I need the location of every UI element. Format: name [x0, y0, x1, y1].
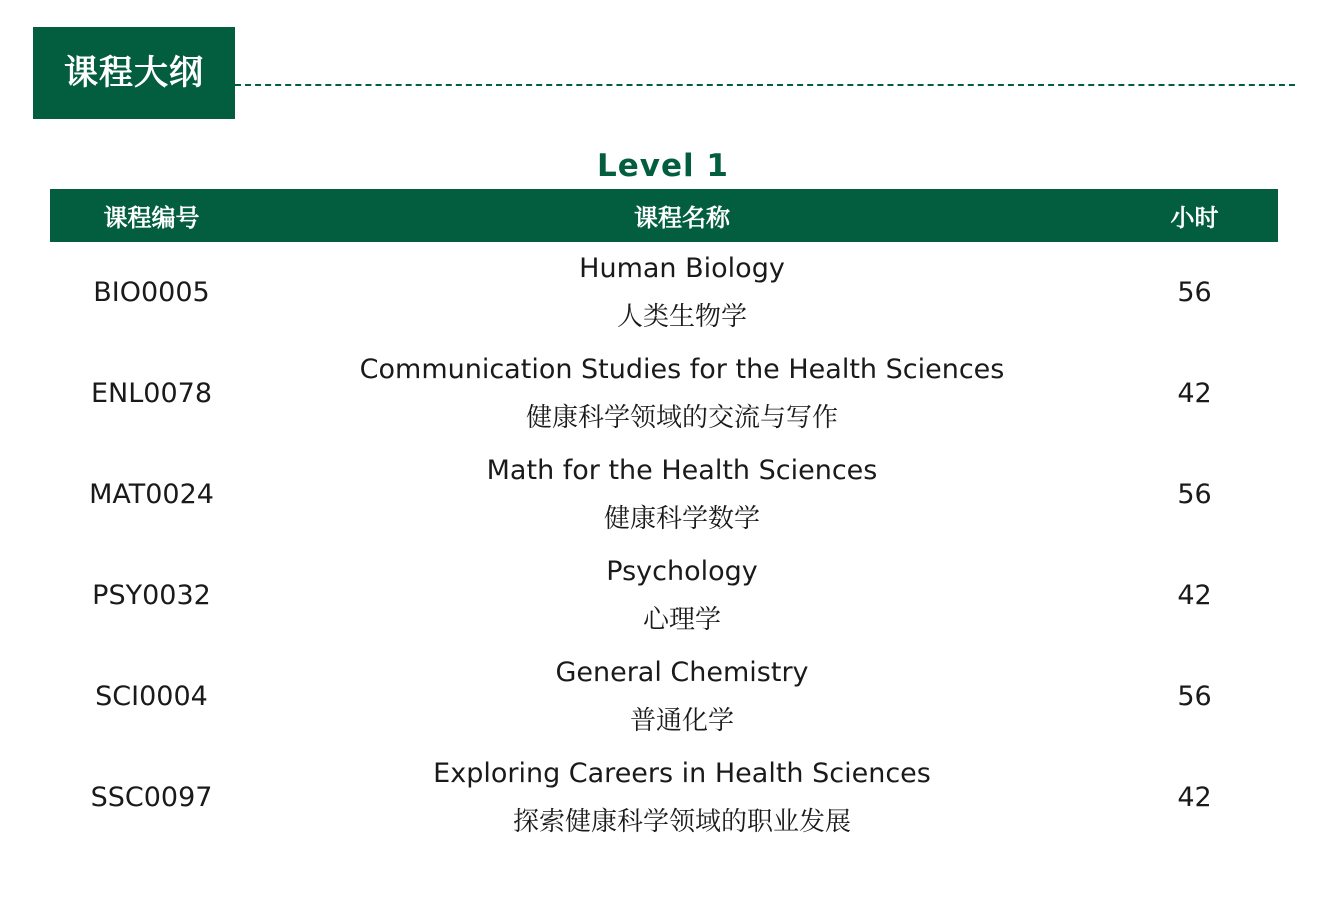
course-name-zh: 心理学 — [642, 604, 721, 635]
course-name-zh: 健康科学领域的交流与写作 — [525, 402, 838, 433]
course-hours: 42 — [1177, 378, 1212, 409]
course-name-en: Human Biology — [579, 252, 785, 284]
course-code: MAT0024 — [89, 479, 214, 510]
course-hours: 56 — [1177, 277, 1212, 308]
course-code: BIO0005 — [93, 277, 210, 308]
course-hours: 56 — [1177, 681, 1212, 712]
course-hours: 56 — [1177, 479, 1212, 510]
course-hours: 42 — [1177, 580, 1212, 611]
course-name — [253, 649, 1111, 745]
course-name-en: Psychology — [606, 555, 758, 587]
dashed-divider — [235, 84, 1295, 86]
course-name-en: Math for the Health Sciences — [486, 454, 878, 486]
table-row — [50, 646, 1278, 747]
header-hours: 小时 — [1170, 204, 1219, 232]
course-code: SSC0097 — [90, 782, 213, 813]
course-code: SCI0004 — [95, 681, 208, 712]
course-name-zh: 普通化学 — [629, 705, 734, 736]
course-hours: 42 — [1177, 782, 1212, 813]
course-name — [253, 750, 1111, 846]
header-course-code: 课程编号 — [103, 204, 200, 232]
course-name — [253, 548, 1111, 644]
course-name-zh: 探索健康科学领域的职业发展 — [512, 806, 851, 837]
table-row — [50, 747, 1278, 848]
course-name-zh: 健康科学数学 — [603, 503, 760, 534]
course-name — [253, 245, 1111, 341]
header-course-name: 课程名称 — [634, 204, 730, 232]
course-code: PSY0032 — [92, 580, 211, 611]
level-title: Level 1 — [597, 148, 729, 184]
table-header-row — [50, 189, 1278, 242]
section-header — [33, 27, 1295, 119]
table-row — [50, 545, 1278, 646]
course-code: ENL0078 — [90, 378, 212, 409]
course-name — [253, 346, 1111, 442]
course-name — [253, 447, 1111, 543]
course-table — [50, 189, 1278, 848]
table-row — [50, 242, 1278, 343]
table-row — [50, 444, 1278, 545]
course-name-zh: 人类生物学 — [616, 301, 747, 332]
course-name-en: Communication Studies for the Health Sciences — [359, 353, 1005, 385]
course-name-en: Exploring Careers in Health Sciences — [433, 757, 931, 789]
course-name-en: General Chemistry — [555, 656, 809, 688]
table-row — [50, 343, 1278, 444]
section-title: 课程大纲 — [33, 27, 235, 119]
